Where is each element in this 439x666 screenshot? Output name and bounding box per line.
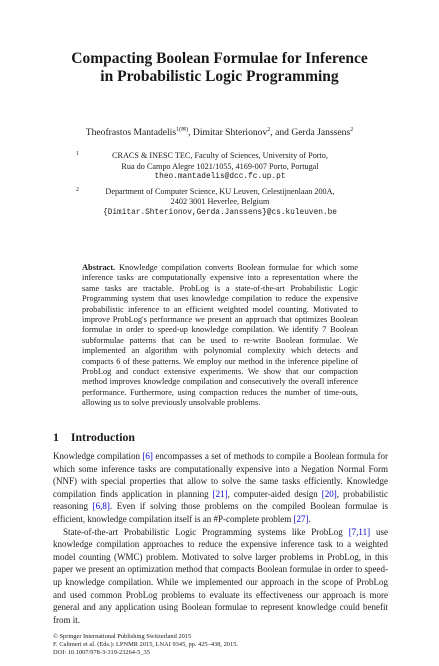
author-2-mark: 2	[267, 127, 271, 133]
text-run: . Even if solving those problems on the compiled Boolean formulae is efficient, knowledge compilation itself is an #P-complete problem	[53, 501, 388, 524]
text-run: , probabilistic reasoning	[53, 488, 388, 512]
author-separator: ,	[188, 127, 193, 139]
affiliation-number: 2	[76, 186, 79, 193]
author-2[interactable]: Dimitar Shterionov	[192, 127, 268, 139]
author-3-mark: 2	[350, 127, 354, 133]
body-text	[53, 450, 388, 626]
affiliation-email[interactable]: {Dimitar.Shterionov,Gerda.Janssens}@cs.kuleuven.be	[103, 208, 337, 217]
affiliation-email[interactable]: theo.mantadelis@dcc.fc.up.pt	[154, 173, 286, 181]
citation-link[interactable]: [20]	[321, 488, 337, 499]
doi-line[interactable]: DOI: 10.1007/978-3-319-23264-5_35	[53, 649, 150, 656]
paragraph-2	[53, 526, 388, 627]
abstract-label: Abstract.	[82, 263, 116, 272]
author-separator: , and	[270, 127, 292, 139]
affiliation-line: CRACS & INESC TEC, Faculty of Sciences, University of Porto,	[112, 151, 328, 160]
author-1[interactable]: Theofrastos Mantadelis	[85, 127, 177, 139]
citation-link[interactable]: [7,11]	[348, 526, 371, 537]
title-line-2: in Probabilistic Logic Programming	[100, 68, 339, 85]
affiliation-2	[70, 187, 370, 219]
author-3[interactable]: Gerda Janssens	[291, 127, 351, 139]
section-heading	[53, 430, 135, 445]
section-title: Introduction	[70, 430, 135, 444]
affiliation-1	[70, 151, 370, 183]
proceedings-line: F. Calimeri et al. (Eds.): LPNMR 2015, LNAI 9345, pp. 425–438, 2015.	[53, 641, 238, 648]
citation-link[interactable]: [6]	[142, 451, 153, 461]
abstract-text: Knowledge compilation converts Boolean formulae for which some inference tasks are computationally expensive into a representation where the same tasks are tractable. ProbLog is a state-of-the-art Probabilistic Logic Programming system that uses knowledge compilation to reduce the expensive probabilistic inference to an efficient weighted model counting. Motivated to improve ProbLog's performance we present an approach that optimizes Boolean formulae in order to speed-up knowledge compilation. We identify 7 Boolean subformulae patterns that can be used to re-write Boolean formulae. We implemented an algorithm with polynomial complexity which detects and compacts 6 of these patterns. We employ our method in the inference pipeline of ProbLog and conduct extensive experiments. We show that our compaction method improves knowledge compilation and consecutively the overall inference performance. Furthermore, using compaction reduces the number of time-outs, allowing us to solve previously unsolvable problems.	[82, 263, 358, 408]
text-run: , computer-aided design	[227, 488, 322, 499]
paper-title	[0, 50, 439, 86]
citation-link[interactable]: [27]	[293, 513, 309, 524]
affiliations	[70, 151, 370, 222]
affiliation-line: Department of Computer Science, KU Leuven, Celestijnenlaan 200A,	[105, 186, 335, 196]
paragraph-1	[53, 450, 388, 526]
text-run: State-of-the-art Probabilistic Logic Programming systems like ProbLog	[63, 526, 349, 537]
publication-footer	[53, 633, 388, 657]
citation-link[interactable]: [6,8]	[92, 501, 110, 512]
text-run: encompasses a set of methods to compile a Boolean formula for which some inference tasks are computationally expensive into a Negation Normal Form (NNF) with special properties that allow to solve the same tasks efficiently. Knowledge compilation finds application in planning	[53, 451, 389, 499]
text-run: use knowledge compilation approaches to reduce the expensive inference task to a weighted model counting (WMC) problem. Motivated to solve larger problems in ProbLog, in this paper we present an optimization method that compacts Boolean formulae in order to speed-up knowledge compilation. While we implemented our approach in the scope of ProbLog and used common ProbLog problems to evaluate its effectiveness our approach is more general and any application using Boolean formulae to represent knowledge could benefit from it.	[53, 526, 388, 625]
abstract	[82, 263, 358, 409]
affiliation-number: 1	[76, 151, 79, 157]
text-run: Knowledge compilation	[53, 451, 143, 461]
title-line-1: Compacting Boolean Formulae for Inference	[71, 50, 368, 67]
section-number: 1	[53, 430, 59, 444]
affiliation-line: 2402 3001 Heverlee, Belgium	[170, 197, 270, 206]
citation-link[interactable]: [21]	[212, 488, 228, 499]
author-list	[0, 124, 439, 139]
copyright-line: © Springer International Publishing Switzerland 2015	[53, 633, 192, 640]
affiliation-line: Rua do Campo Alegre 1021/1055, 4169-007 Porto, Portugal	[121, 161, 319, 171]
author-1-mark: 1(✉)	[176, 127, 189, 133]
text-run: .	[308, 513, 311, 524]
